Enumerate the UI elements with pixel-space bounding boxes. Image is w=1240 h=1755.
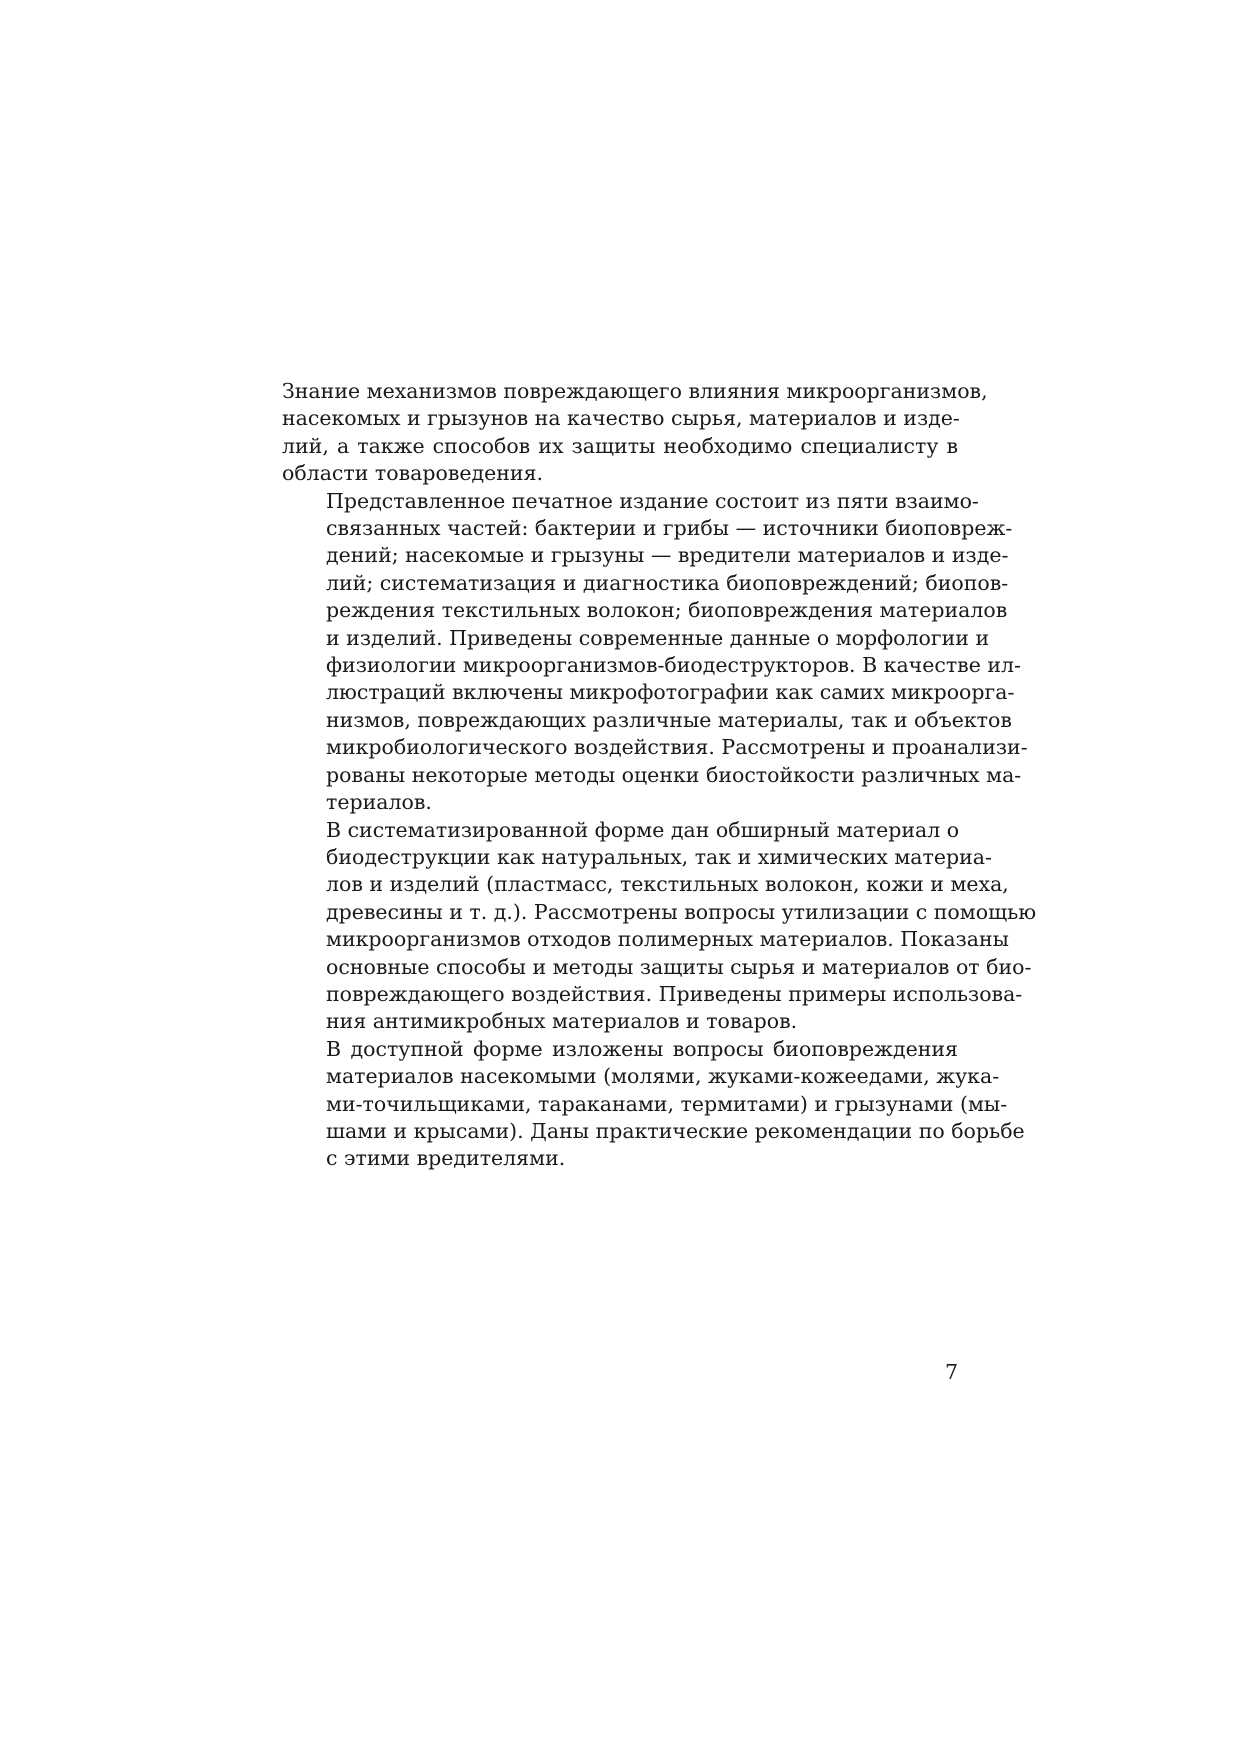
text-line: физиологии микроорганизмов-биодеструкторов. В качестве ил-	[326, 653, 1021, 678]
text-line: Знание механизмов повреждающего влияния микроорганизмов,	[282, 379, 988, 403]
text-line: Представленное печатное издание состоит из пяти взаимо-	[326, 488, 979, 513]
text-line: шами и крысами). Даны практические рекомендации по борьбе	[326, 1118, 1025, 1143]
text-line: люстраций включены микрофотографии как самих микроорга-	[326, 680, 1015, 705]
page-number: 7	[945, 1360, 959, 1384]
text-line: дений; насекомые и грызуны — вредители материалов и изде-	[326, 543, 1009, 568]
text-line: лий, а также способов их защиты необходимо специалисту в	[282, 433, 958, 458]
text-line: рованы некоторые методы оценки биостойкости различных ма-	[326, 762, 1022, 787]
text-line: В доступной форме изложены вопросы биоповреждения	[326, 1036, 958, 1061]
text-line: насекомых и грызунов на качество сырья, материалов и изде-	[282, 406, 960, 431]
text-line: низмов, повреждающих различные материалы, так и объектов	[326, 707, 1012, 732]
text-line: основные способы и методы защиты сырья и материалов от био-	[326, 954, 1032, 979]
text-line: и изделий. Приведены современные данные о морфологии и	[326, 625, 990, 650]
text-line: В систематизированной форме дан обширный материал о	[326, 817, 960, 842]
text-line: древесины и т. д.). Рассмотрены вопросы утилизации с помощью	[326, 899, 1037, 924]
text-line: биодеструкции как натуральных, так и химических материа-	[326, 844, 992, 869]
text-line: териалов.	[326, 790, 432, 815]
text-line: лов и изделий (пластмасс, текстильных волокон, кожи и меха,	[326, 872, 1009, 897]
text-line: ми-точильщиками, тараканами, термитами) и грызунами (мы-	[326, 1091, 1008, 1116]
paragraph	[282, 488, 1028, 817]
text-line: реждения текстильных волокон; биоповреждения материалов	[326, 598, 1008, 623]
paragraph	[282, 817, 1037, 1036]
body-text	[282, 378, 1037, 1173]
text-line: микроорганизмов отходов полимерных материалов. Показаны	[326, 927, 1009, 952]
text-line: микробиологического воздействия. Рассмотрены и проанализи-	[326, 735, 1028, 760]
text-line: лий; систематизация и диагностика биоповреждений; биопов-	[326, 570, 1009, 595]
paragraph	[282, 1036, 1025, 1173]
text-line: с этими вредителями.	[326, 1146, 566, 1171]
text-line: материалов насекомыми (молями, жуками-кожеедами, жука-	[326, 1064, 1000, 1089]
text-line: области товароведения.	[282, 461, 544, 486]
text-line: ния антимикробных материалов и товаров.	[326, 1009, 798, 1034]
text-line: повреждающего воздействия. Приведены примеры использова-	[326, 981, 1023, 1006]
text-line: связанных частей: бактерии и грибы — источники биоповреж-	[326, 516, 1013, 541]
paragraph	[282, 378, 988, 488]
